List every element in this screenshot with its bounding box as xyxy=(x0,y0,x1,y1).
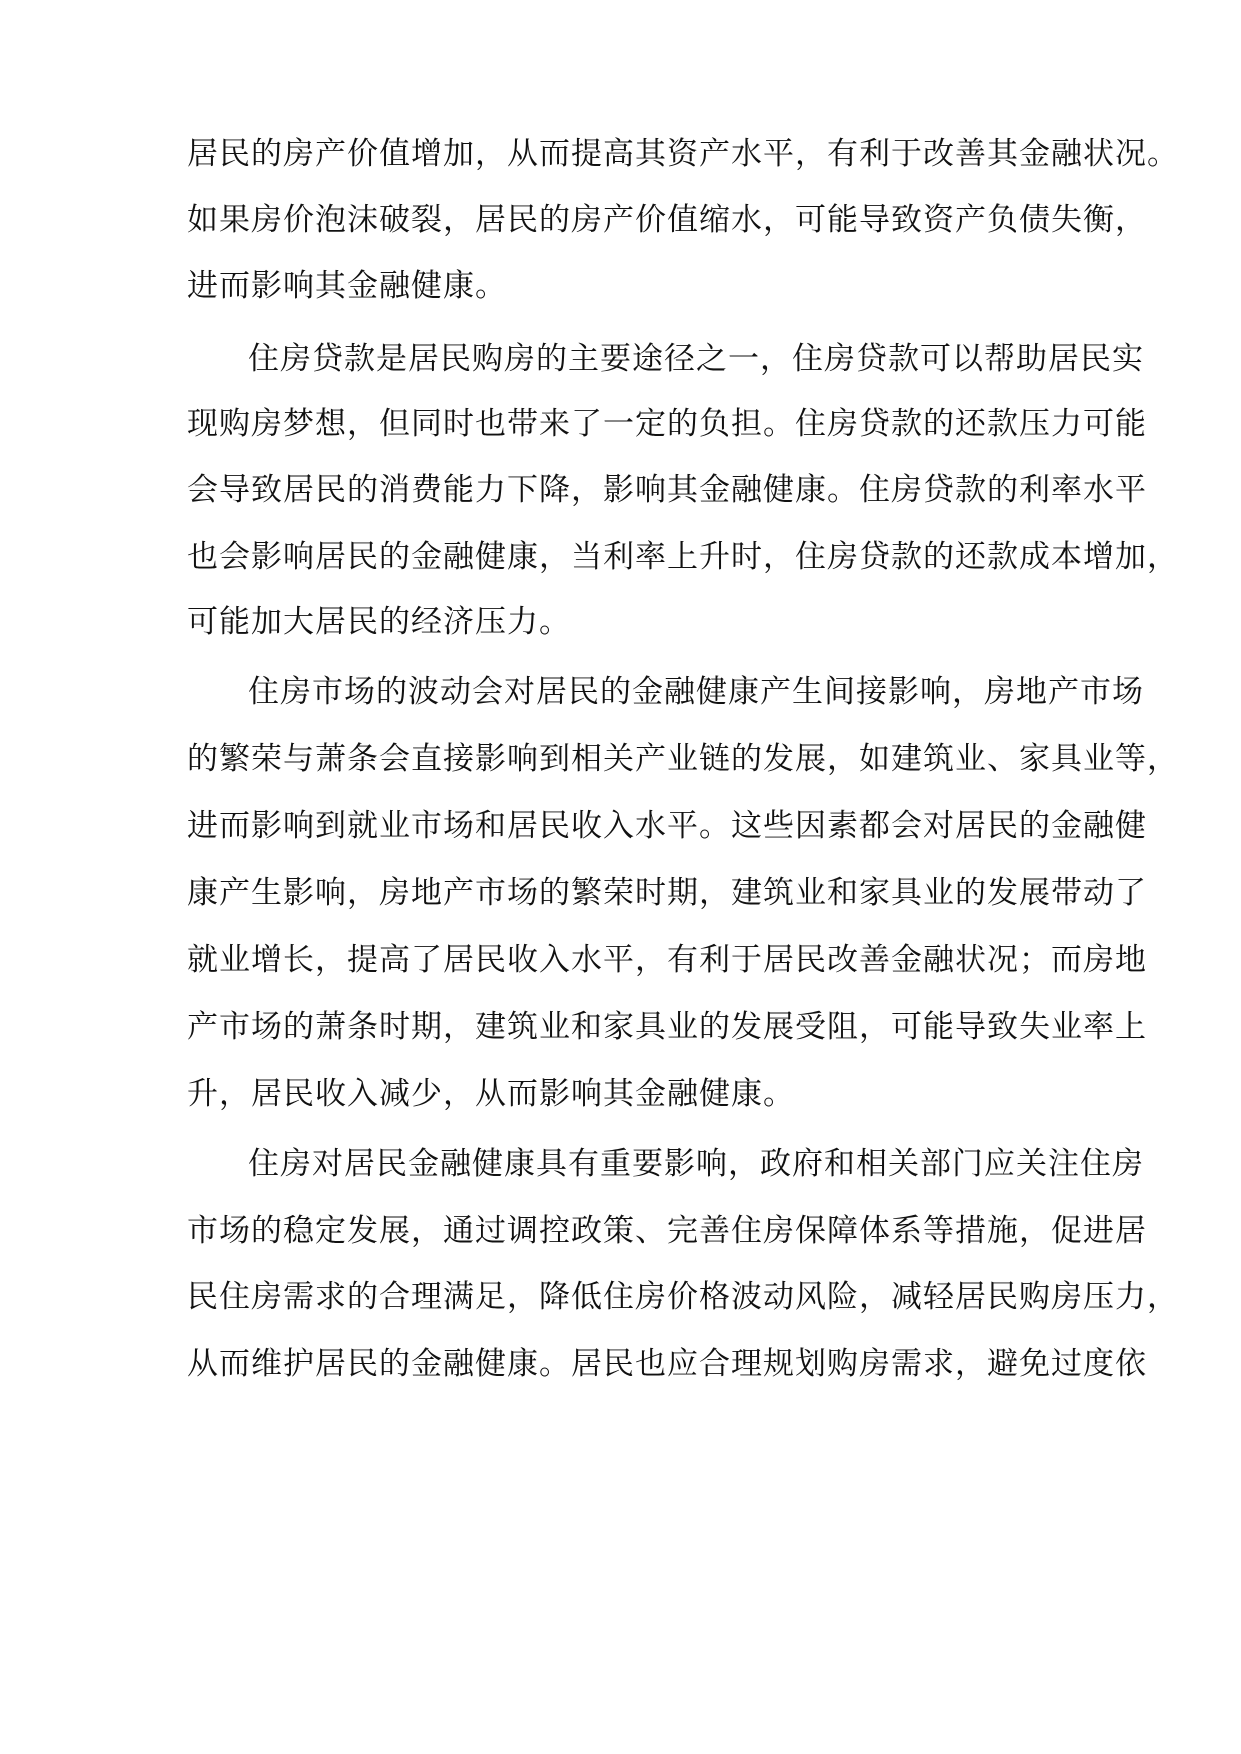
text-line xyxy=(0,256,1241,316)
text-line xyxy=(0,930,1241,990)
paragraph-first-line xyxy=(0,1134,1241,1194)
text-line xyxy=(0,527,1241,587)
text-line xyxy=(0,592,1241,652)
text-line-content: 进而影响其金融健康。 xyxy=(187,268,507,304)
paragraph-first-line xyxy=(0,662,1241,722)
text-line-content: 住房市场的波动会对居民的金融健康产生间接影响，房地产市场 xyxy=(248,674,1144,710)
text-line xyxy=(0,190,1241,250)
text-line xyxy=(0,1201,1241,1261)
text-line-content: 如果房价泡沫破裂，居民的房产价值缩水，可能导致资产负债失衡， xyxy=(187,202,1147,238)
text-line-content: 现购房梦想，但同时也带来了一定的负担。住房贷款的还款压力可能 xyxy=(187,406,1147,442)
paragraph-first-line xyxy=(0,329,1241,389)
text-line xyxy=(0,1267,1241,1327)
text-line xyxy=(0,863,1241,923)
text-line-content: 的繁荣与萧条会直接影响到相关产业链的发展，如建筑业、家具业等， xyxy=(187,741,1179,777)
text-line xyxy=(0,729,1241,789)
text-line xyxy=(0,1064,1241,1124)
text-line-content: 就业增长，提高了居民收入水平，有利于居民改善金融状况；而房地 xyxy=(187,942,1147,978)
text-line-content: 康产生影响，房地产市场的繁荣时期，建筑业和家具业的发展带动了 xyxy=(187,875,1147,911)
text-line-content: 可能加大居民的经济压力。 xyxy=(187,604,571,640)
text-line-content: 会导致居民的消费能力下降，影响其金融健康。住房贷款的利率水平 xyxy=(187,472,1147,508)
text-line xyxy=(0,1334,1241,1394)
text-line-content: 从而维护居民的金融健康。居民也应合理规划购房需求，避免过度依 xyxy=(187,1346,1147,1382)
text-line-content: 市场的稳定发展，通过调控政策、完善住房保障体系等措施，促进居 xyxy=(187,1213,1147,1249)
text-line-content: 住房贷款是居民购房的主要途径之一，住房贷款可以帮助居民实 xyxy=(248,341,1144,377)
text-line xyxy=(0,997,1241,1057)
text-line-content: 产市场的萧条时期，建筑业和家具业的发展受阻，可能导致失业率上 xyxy=(187,1009,1147,1045)
text-line xyxy=(0,394,1241,454)
text-line-content: 住房对居民金融健康具有重要影响，政府和相关部门应关注住房 xyxy=(248,1146,1144,1182)
text-line-content: 民住房需求的合理满足，降低住房价格波动风险，减轻居民购房压力， xyxy=(187,1279,1179,1315)
text-line xyxy=(0,460,1241,520)
text-line-content: 进而影响到就业市场和居民收入水平。这些因素都会对居民的金融健 xyxy=(187,808,1147,844)
text-line-content: 居民的房产价值增加，从而提高其资产水平，有利于改善其金融状况。 xyxy=(187,136,1179,172)
text-line xyxy=(0,796,1241,856)
text-line xyxy=(0,124,1241,184)
text-line-content: 升，居民收入减少，从而影响其金融健康。 xyxy=(187,1076,795,1112)
text-line-content: 也会影响居民的金融健康，当利率上升时，住房贷款的还款成本增加， xyxy=(187,539,1179,575)
